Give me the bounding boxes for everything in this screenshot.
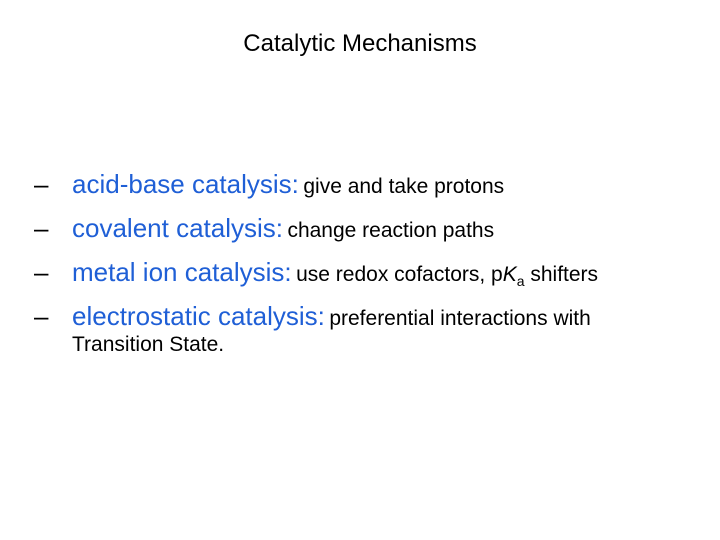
bullet-dash: – — [34, 169, 49, 199]
bullet-description — [296, 263, 599, 290]
bullet-term: metal ion catalysis: — [72, 257, 292, 287]
pka-subscript: a — [516, 273, 525, 290]
bullet-electrostatic — [34, 294, 714, 356]
bullet-acid-base — [34, 162, 714, 206]
bullet-description: preferential interactions with — [329, 307, 591, 330]
bullet-term: covalent catalysis: — [72, 213, 283, 243]
bullet-continuation: Transition State. — [72, 333, 225, 356]
description-text-after: shifters — [524, 263, 599, 286]
bullet-dash: – — [34, 213, 49, 243]
slide-title: Catalytic Mechanisms — [243, 30, 477, 57]
bullet-dash: – — [34, 257, 49, 287]
bullet-term: acid-base catalysis: — [72, 169, 299, 199]
bullet-list — [34, 162, 714, 356]
pka-k: K — [502, 263, 517, 286]
description-text: use redox cofactors, p — [296, 263, 503, 286]
bullet-covalent — [34, 206, 714, 250]
bullet-description: give and take protons — [303, 175, 505, 198]
bullet-description: change reaction paths — [287, 219, 495, 242]
bullet-metal-ion — [34, 250, 714, 294]
bullet-term: electrostatic catalysis: — [72, 301, 325, 331]
bullet-dash: – — [34, 301, 49, 331]
